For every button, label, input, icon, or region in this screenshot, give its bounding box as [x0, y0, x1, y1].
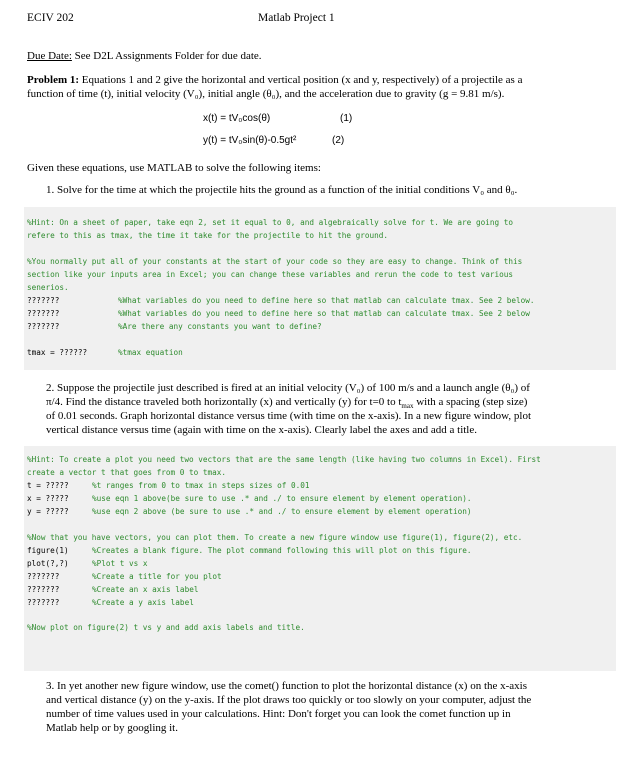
code-block-1 [24, 207, 616, 370]
code2-row-code: y = ????? [27, 507, 69, 516]
item-2-line1: 2. Suppose the projectile just described is fired at an initial velocity (V₀) of 100 m/s and a launch angle (θ₀) of [46, 382, 530, 394]
due-date-label: Due Date: [27, 50, 72, 62]
code1-row-code: ??????? [27, 296, 60, 305]
document-title: Matlab Project 1 [258, 12, 335, 24]
code2-row-code: t = ????? [27, 481, 69, 490]
item-2-line3: of 0.01 seconds. Graph horizontal distance versus time (with time on the x-axis). In a new figure window, plot [46, 410, 532, 422]
code2-row-code: ??????? [27, 572, 60, 581]
item-2-line2-sub: max [401, 402, 414, 411]
item-1: 1. Solve for the time at which the projectile hits the ground as a function of the initial conditions V₀ and θ₀. [46, 184, 518, 196]
item-2-line2-end: with a spacing (step size) [413, 396, 528, 408]
code2-row-comment: %Plot t vs x [92, 559, 148, 568]
code1-note-line3: senerios. [27, 283, 69, 292]
code2-row-comment: %t ranges from 0 to tmax in steps sizes of 0.01 [92, 481, 310, 490]
equation-1-number: (1) [340, 113, 353, 124]
code2-note: %Now that you have vectors, you can plot them. To create a new figure window use figure(1), figure(2), etc. [27, 533, 523, 542]
item-3-line4: Matlab help or by googling it. [46, 722, 178, 734]
code2-final: %Now plot on figure(2) t vs y and add axis labels and title. [27, 623, 305, 632]
problem-1-intro [27, 73, 522, 87]
code1-tmax-code: tmax = ?????? [27, 348, 88, 357]
item-3-line3: number of time values used in your calculations. Hint: Don't forget you can look the comet function up in [46, 708, 511, 720]
code1-row-comment: %Are there any constants you want to define? [118, 322, 322, 331]
code2-row-comment: %use eqn 1 above(be sure to use .* and ./ to ensure element by element operation). [92, 494, 472, 503]
code1-row-code: ??????? [27, 309, 60, 318]
item-3-line1: 3. In yet another new figure window, use the comet() function to plot the horizontal distance (x) on the x-axis [46, 680, 528, 692]
code1-row-code: ??????? [27, 322, 60, 331]
code2-hint-line1: %Hint: To create a plot you need two vectors that are the same length (like having two columns in Excel). First [27, 455, 541, 464]
problem-1-line2: function of time (t), initial velocity (V₀), initial angle (θ₀), and the acceleration due to gravity (g = 9.81 m/s). [27, 88, 505, 100]
code2-row-comment: %Create a y axis label [92, 598, 194, 607]
code2-row-code: figure(1) [27, 546, 69, 555]
code2-row-comment: %Creates a blank figure. The plot command following this will plot on this figure. [92, 546, 472, 555]
given-text: Given these equations, use MATLAB to solve the following items: [27, 162, 321, 174]
code2-row-code: plot(?,?) [27, 559, 69, 568]
due-date [27, 49, 262, 63]
code-block-2 [24, 446, 616, 671]
code2-row-code: x = ????? [27, 494, 69, 503]
code1-tmax-comment: %tmax equation [118, 348, 183, 357]
equation-2-number: (2) [332, 135, 345, 146]
code2-row-comment: %use eqn 2 above (be sure to use .* and ./ to ensure element by element operation) [92, 507, 472, 516]
code2-row-comment: %Create a title for you plot [92, 572, 222, 581]
code2-row-code: ??????? [27, 585, 60, 594]
code1-hint-line2: refere to this as tmax, the time it take for the projectile to hit the ground. [27, 231, 389, 240]
code2-row-code: ??????? [27, 598, 60, 607]
equation-1: x(t) = tV₀cos(θ) [203, 113, 271, 124]
item-2-line4: vertical distance versus time (again with time on the x-axis). Clearly label the axes and add a title. [46, 424, 477, 436]
code1-hint-line1: %Hint: On a sheet of paper, take eqn 2, set it equal to 0, and algebraically solve for t. We are going to [27, 218, 513, 227]
course-code: ECIV 202 [27, 12, 74, 24]
code1-row-comment: %What variables do you need to define here so that matlab can calculate tmax. See 2 below. [118, 296, 535, 305]
code2-hint-line2: create a vector t that goes from 0 to tmax. [27, 468, 227, 477]
due-date-text: See D2L Assignments Folder for due date. [71, 50, 262, 62]
code1-note-line1: %You normally put all of your constants at the start of your code so they are easy to change. Think of this [27, 257, 523, 266]
item-2-line2-text: π/4. Find the distance traveled both horizontally (x) and vertically (y) for t=0 to t [46, 396, 402, 408]
item-3-line2: and vertical distance (y) on the y-axis. If the plot draws too quickly or too slowly on your computer, adjust the [46, 694, 532, 706]
problem-1-line1: Equations 1 and 2 give the horizontal and vertical position (x and y, respectively) of a projectile as a [79, 74, 523, 86]
code1-row-comment: %What variables do you need to define here so that matlab can calculate tmax. See 2 below [118, 309, 530, 318]
code1-note-line2: section like your inputs area in Excel; you can change these variables and rerun the code to test various [27, 270, 513, 279]
code2-row-comment: %Create an x axis label [92, 585, 199, 594]
problem-1-label: Problem 1: [27, 74, 80, 86]
equation-2: y(t) = tV₀sin(θ)-0.5gt² [203, 135, 297, 146]
